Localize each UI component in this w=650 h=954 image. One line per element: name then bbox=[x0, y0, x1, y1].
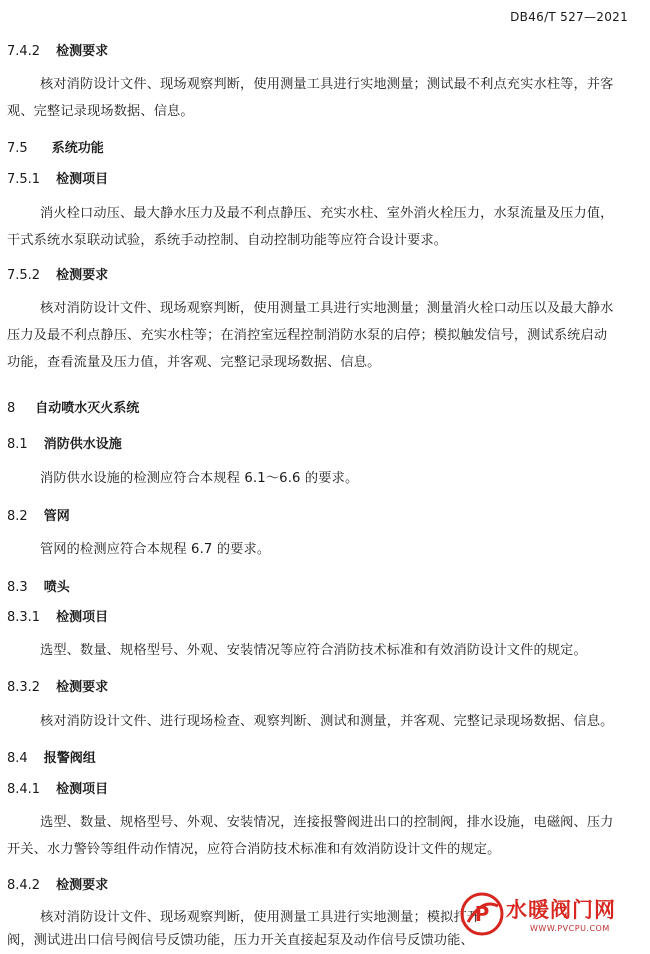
section-number: 7.5.2 bbox=[7, 268, 41, 283]
section-title: 检测要求 bbox=[56, 44, 109, 59]
heading-8-2 bbox=[7, 505, 70, 524]
paragraph-line: 消防供水设施的检测应符合本规程 6.1～6.6 的要求。 bbox=[40, 471, 359, 486]
section-number: 8 bbox=[7, 401, 16, 416]
section-number: 8.4 bbox=[7, 751, 28, 766]
paragraph-line: 观、完整记录现场数据、信息。 bbox=[7, 104, 194, 119]
section-title: 喷头 bbox=[43, 580, 70, 595]
heading-8-4-1 bbox=[7, 778, 108, 797]
section-number: 7.5.1 bbox=[7, 172, 41, 187]
section-title: 报警阀组 bbox=[43, 751, 96, 766]
section-number: 8.3 bbox=[7, 580, 28, 595]
paragraph-line: 核对消防设计文件、现场观察判断，使用测量工具进行实地测量；测试最不利点充实水柱等，并客 bbox=[40, 77, 614, 92]
section-title: 检测要求 bbox=[56, 680, 109, 695]
site-watermark bbox=[460, 888, 650, 950]
watermark-logo-icon bbox=[460, 892, 504, 936]
paragraph-line: 消火栓口动压、最大静水压力及最不利点静压、充实水柱、室外消火栓压力，水泵流量及压力值， bbox=[40, 206, 614, 221]
section-number: 8.3.2 bbox=[7, 680, 41, 695]
heading-8-4-2 bbox=[7, 874, 108, 893]
section-title: 自动喷水灭火系统 bbox=[35, 401, 140, 416]
heading-7-5-2 bbox=[7, 264, 108, 283]
heading-7-5-1 bbox=[7, 168, 108, 187]
paragraph-line: 压力及最不利点静压、充实水柱等；在消控室远程控制消防水泵的启停；模拟触发信号，测试系统启动 bbox=[7, 328, 608, 343]
heading-8-3-1 bbox=[7, 606, 108, 625]
heading-7-4-2 bbox=[7, 40, 108, 59]
section-title: 消防供水设施 bbox=[43, 437, 122, 452]
section-title: 检测项目 bbox=[56, 782, 109, 797]
paragraph-line: 选型、数量、规格型号、外观、安装情况，连接报警阀进出口的控制阀，排水设施，电磁阀、压力 bbox=[40, 815, 614, 830]
section-title: 管网 bbox=[43, 509, 70, 524]
paragraph-line: 开关、水力警铃等组件动作情况，应符合消防技术标准和有效消防设计文件的规定。 bbox=[7, 842, 501, 857]
heading-8-3 bbox=[7, 576, 70, 595]
watermark-name: 水暖阀门网 bbox=[506, 898, 616, 922]
paragraph-line: 核对消防设计文件、现场观察判断，使用测量工具进行实地测量；模拟打开 bbox=[40, 910, 481, 925]
paragraph-line: 核对消防设计文件、进行现场检查、观察判断、测试和测量，并客观、完整记录现场数据、信息。 bbox=[40, 714, 614, 729]
heading-8-1 bbox=[7, 433, 122, 452]
section-title: 检测项目 bbox=[56, 610, 109, 625]
section-number: 8.1 bbox=[7, 437, 28, 452]
section-title: 检测项目 bbox=[56, 172, 109, 187]
section-title: 检测要求 bbox=[56, 268, 109, 283]
paragraph-line: 干式系统水泵联动试验，系统手动控制、自动控制功能等应符合设计要求。 bbox=[7, 233, 448, 248]
heading-8-4 bbox=[7, 747, 96, 766]
section-title: 系统功能 bbox=[51, 141, 104, 156]
watermark-logo-letter: P bbox=[474, 902, 490, 926]
section-number: 7.5 bbox=[7, 141, 28, 156]
paragraph-line: 核对消防设计文件、现场观察判断，使用测量工具进行实地测量；测量消火栓口动压以及最大静水 bbox=[40, 301, 614, 316]
paragraph-line: 阀，测试进出口信号阀信号反馈功能，压力开关直接起泵及动作信号反馈功能、 bbox=[7, 933, 474, 948]
paragraph-line: 选型、数量、规格型号、外观、安装情况等应符合消防技术标准和有效消防设计文件的规定。 bbox=[40, 643, 587, 658]
section-number: 8.4.2 bbox=[7, 878, 41, 893]
paragraph-line: 管网的检测应符合本规程 6.7 的要求。 bbox=[40, 542, 271, 557]
watermark-url: WWW.PVCPU.COM bbox=[530, 924, 610, 933]
section-number: 8.2 bbox=[7, 509, 28, 524]
heading-7-5 bbox=[7, 137, 104, 156]
section-number: 8.4.1 bbox=[7, 782, 41, 797]
section-title: 检测要求 bbox=[56, 878, 109, 893]
section-number: 8.3.1 bbox=[7, 610, 41, 625]
section-number: 7.4.2 bbox=[7, 44, 41, 59]
document-code: DB46/T 527—2021 bbox=[510, 10, 628, 24]
heading-8 bbox=[7, 397, 139, 416]
heading-8-3-2 bbox=[7, 676, 108, 695]
paragraph-line: 功能，查看流量及压力值，并客观、完整记录现场数据、信息。 bbox=[7, 355, 381, 370]
